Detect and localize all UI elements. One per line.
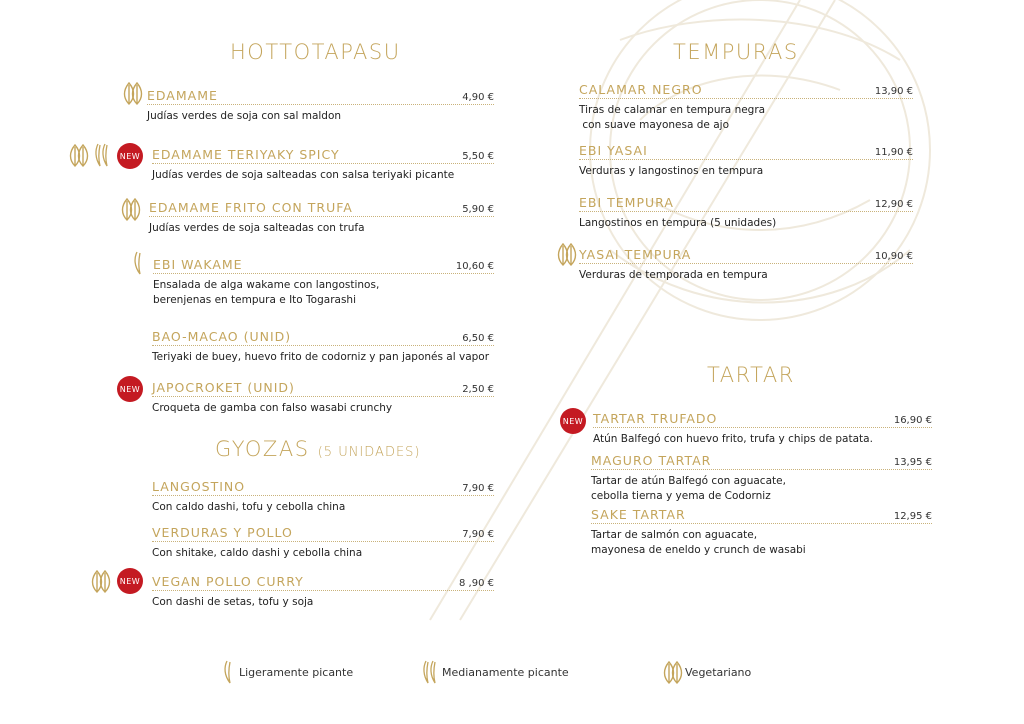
item-price: 11,90 € (874, 147, 913, 158)
section-title-tartar: TARTAR (707, 363, 795, 387)
item-desc: con suave mayonesa de ajo (579, 118, 729, 131)
item-desc: berenjenas en tempura e Ito Togarashi (153, 293, 356, 306)
vegetarian-icon (661, 659, 685, 685)
item-price: 13,95 € (893, 457, 932, 468)
item-desc: Tartar de salmón con aguacate, (591, 529, 758, 541)
menu-item-ebi-tempura (579, 195, 913, 231)
section-title-tempuras: TEMPURAS (673, 40, 799, 64)
vegetarian-icon (119, 196, 143, 222)
item-desc: Langostinos en tempura (5 unidades) (579, 217, 777, 229)
item-price: 4,90 € (462, 92, 494, 103)
item-price: 10,90 € (874, 251, 913, 262)
item-desc: Con caldo dashi, tofu y cebolla china (152, 501, 346, 513)
item-name: EDAMAME TERIYAKY SPICY (152, 147, 340, 162)
mild-spicy-icon (222, 659, 234, 685)
item-desc: Judías verdes de soja salteadas con salsa teriyaki picante (152, 169, 455, 181)
item-price: 7,90 € (462, 483, 494, 494)
legend-medium-spicy: Medianamente picante (442, 666, 569, 679)
new-badge: NEW (117, 143, 143, 169)
item-name: SAKE TARTAR (591, 507, 686, 522)
vegetarian-icon (121, 80, 145, 106)
item-desc: Judías verdes de soja salteadas con trufa (149, 222, 365, 234)
menu-item-sake-tartar (591, 507, 932, 557)
vegetarian-icon (89, 568, 113, 594)
item-price: 7,90 € (462, 529, 494, 540)
item-name: VERDURAS Y POLLO (152, 525, 293, 540)
item-name: YASAI TEMPURA (579, 247, 692, 262)
item-name: MAGURO TARTAR (591, 453, 712, 468)
item-price: 5,90 € (462, 204, 494, 215)
menu-item-calamar-negro (579, 82, 913, 132)
menu-item-tartar-trufado (593, 411, 932, 447)
item-desc: Verduras y langostinos en tempura (579, 165, 764, 177)
item-price: 8 ,90 € (459, 578, 494, 589)
new-badge: NEW (117, 376, 143, 402)
menu-item-bao-macao (152, 329, 494, 365)
item-desc: Croqueta de gamba con falso wasabi crunchy (152, 402, 393, 414)
item-name: LANGOSTINO (152, 479, 246, 494)
menu-item-vegan-pollo-curry (152, 574, 494, 610)
menu-item-maguro-tartar (591, 453, 932, 503)
item-desc: Tartar de atún Balfegó con aguacate, (591, 475, 786, 487)
item-name: EDAMAME (147, 88, 218, 103)
item-desc: mayonesa de eneldo y crunch de wasabi (591, 543, 806, 556)
vegetarian-icon (67, 142, 91, 168)
gyozas-subtitle: (5 UNIDADES) (317, 445, 421, 460)
item-name: EDAMAME FRITO CON TRUFA (149, 200, 353, 215)
item-name: BAO-MACAO (UNID) (152, 329, 292, 344)
item-price: 6,50 € (462, 333, 494, 344)
gyozas-title-text: GYOZAS (215, 437, 310, 461)
item-desc: Tiras de calamar en tempura negra (579, 104, 766, 116)
item-price: 10,60 € (455, 261, 494, 272)
menu-item-yasai-tempura (579, 247, 913, 283)
menu-item-verduras-y-pollo (152, 525, 494, 561)
item-price: 13,90 € (874, 86, 913, 97)
item-price: 5,50 € (462, 151, 494, 162)
mild-spicy-icon (132, 250, 144, 276)
item-desc: Teriyaki de buey, huevo frito de codorniz y pan japonés al vapor (152, 351, 490, 363)
item-name: EBI TEMPURA (579, 195, 674, 210)
legend-mild-spicy: Ligeramente picante (239, 666, 354, 679)
new-badge: NEW (560, 408, 586, 434)
item-name: EBI YASAI (579, 143, 648, 158)
item-desc: Con shitake, caldo dashi y cebolla china (152, 547, 363, 559)
item-desc: Ensalada de alga wakame con langostinos, (153, 279, 380, 291)
menu-item-ebi-wakame (153, 257, 494, 307)
item-desc: Verduras de temporada en tempura (579, 269, 768, 281)
item-name: EBI WAKAME (153, 257, 243, 272)
item-price: 2,50 € (462, 384, 494, 395)
item-name: TARTAR TRUFADO (593, 411, 718, 426)
section-title-gyozas (215, 437, 421, 461)
medium-spicy-icon (92, 142, 112, 168)
menu-item-edamame-teriyaky-spicy (152, 147, 494, 183)
menu-item-ebi-yasai (579, 143, 913, 179)
item-name: JAPOCROKET (UNID) (152, 380, 295, 395)
item-desc: Con dashi de setas, tofu y soja (152, 596, 314, 608)
menu-item-edamame-frito-con-trufa (149, 200, 494, 236)
item-name: CALAMAR NEGRO (579, 82, 703, 97)
item-price: 16,90 € (893, 415, 932, 426)
item-price: 12,95 € (893, 511, 932, 522)
new-badge: NEW (117, 568, 143, 594)
item-desc: cebolla tierna y yema de Codorniz (591, 489, 771, 502)
section-title-hottotapasu: HOTTOTAPASU (230, 40, 401, 64)
item-name: VEGAN POLLO CURRY (152, 574, 304, 589)
menu-item-japocroket (152, 380, 494, 416)
legend-vegetarian: Vegetariano (685, 666, 752, 679)
medium-spicy-icon (420, 659, 440, 685)
menu-item-langostino (152, 479, 494, 515)
item-price: 12,90 € (874, 199, 913, 210)
item-desc: Judías verdes de soja con sal maldon (147, 110, 342, 122)
item-desc: Atún Balfegó con huevo frito, trufa y chips de patata. (593, 433, 873, 445)
menu-item-edamame (147, 88, 494, 124)
vegetarian-icon (555, 241, 579, 267)
